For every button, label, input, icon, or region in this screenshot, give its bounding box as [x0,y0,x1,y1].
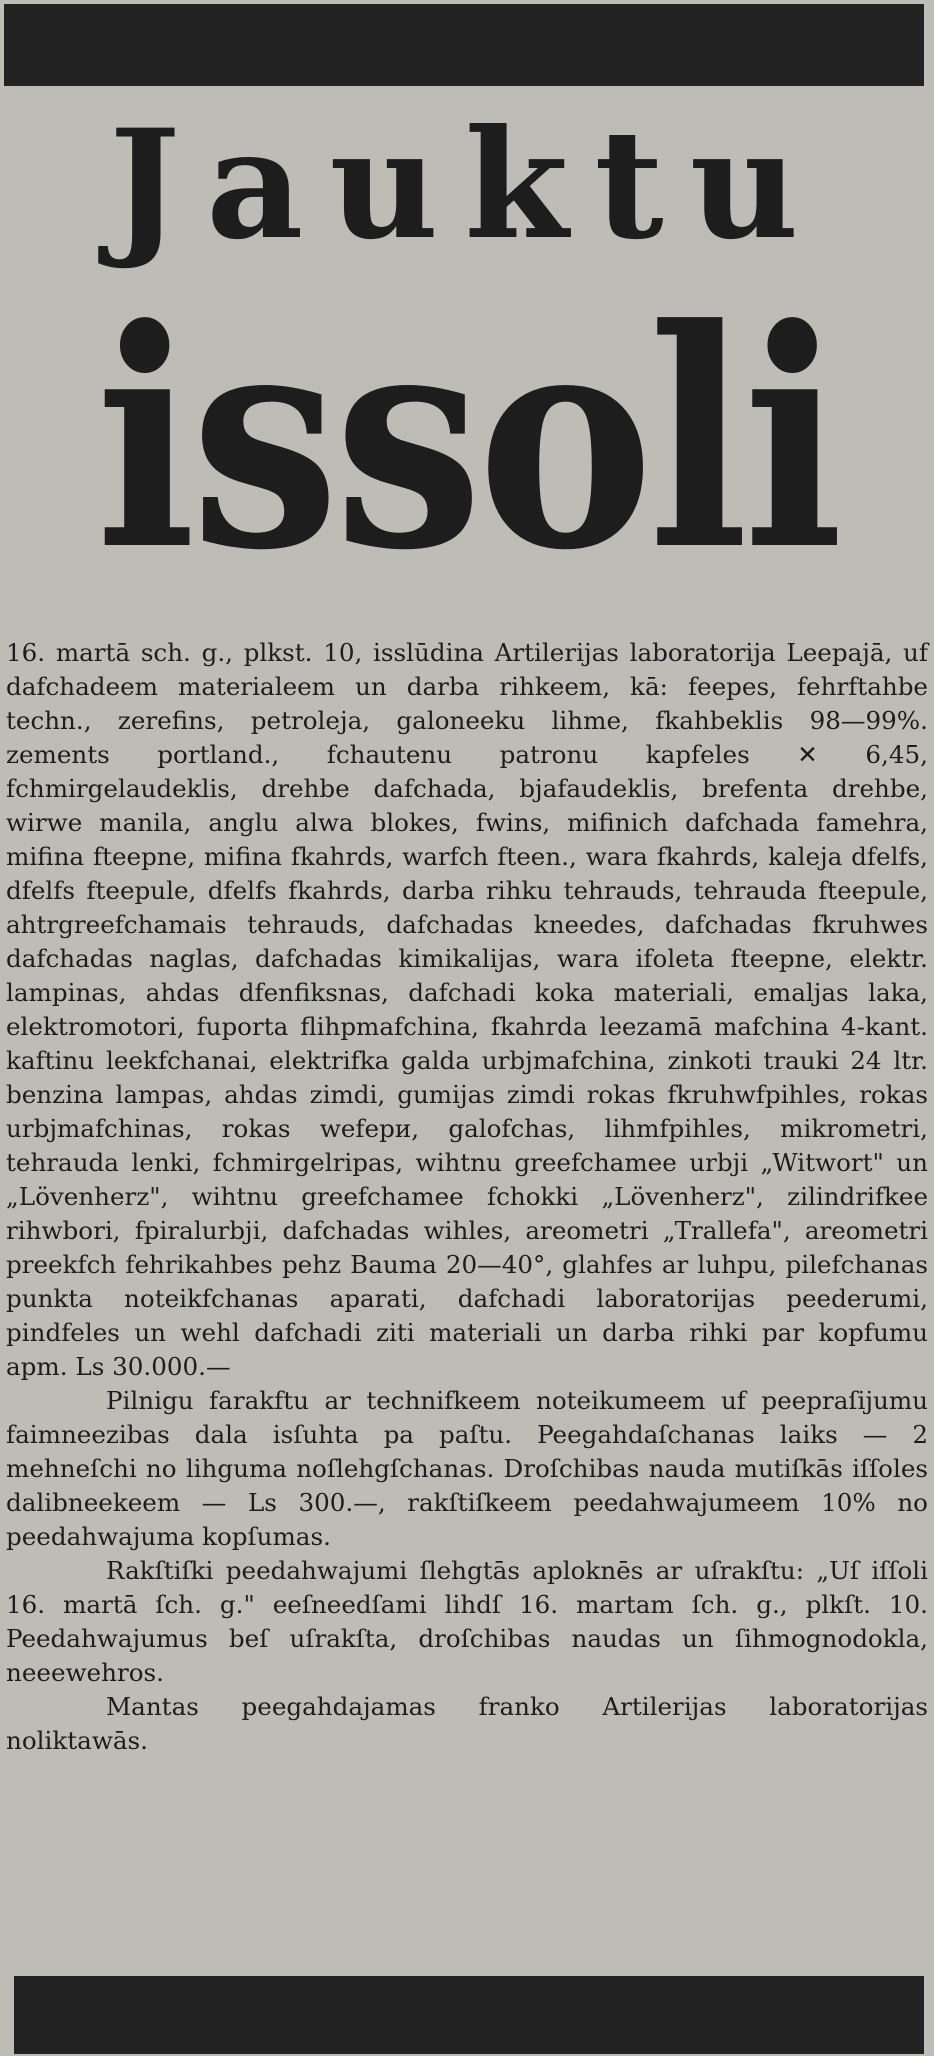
announcement-body [6,636,928,1758]
paragraph-delivery: Mantas peegahdajamas franko Artilerijas laboratorijas noliktawās. [6,1692,928,1755]
paragraph-items: 16. martā sch. g., plkst. 10, isslūdina Artilerijas laboratorija Leepajā, uf dafchadeem materialeem un darba rihkeem, kā: feepes, fehrftahbe techn., zerefins, petroleja, galoneeku lihme, fkahbeklis 98—99%. zements portland., fchautenu patronu kapfeles ✕ 6,45, fchmirgelaudeklis, drehbe dafchada, bjafaudeklis, brefenta drehbe, wirwe manila, anglu alwa blokes, fwins, mifinich dafchada famehra, mifina fteepne, mifina fkahrds, warfch fteen., wara fkahrds, kaleja dfelfs, dfelfs fteepule, dfelfs fkahrds, darba rihku tehrauds, tehrauda fteepule, ahtrgreefchamais tehrauds, dafchadas kneedes, dafchadas fkruhwes dafchadas naglas, dafchadas kimikalijas, wara ifoleta fteepne, elektr. lampinas, ahdas dfenfiksnas, dafchadi koka materiali, emaljas laka, elektromotori, fuporta flihpmafchina, fkahrda leezamā mafchina 4-kant. kaftinu leekfchanai, elektrifka galda urbjmafchina, zinkoti trauki 24 ltr. benzina lampas, ahdas zimdi, gumijas zimdi rokas fkruhwfpihles, rokas urbjmafchinas, rokas wefери, galofchas, lihmfpihles, mikrometri, tehrauda lenki, fchmirgelripas, wihtnu greefchamee urbji „Witwort" un „Lövenherz", wihtnu greefchamee fchokki „Lövenherz", zilindrifkee rihwbori, fpiralurbji, dafchadas wihles, areometri „Trallefa", areometri preekfch fehrikahbes pehz Bauma 20—40°, glahfes ar luhpu, pilefchanas punkta noteikfchanas aparati, dafchadi laboratorijas peederumi, pindfeles un wehl dafchadi ziti materiali un darba rihki par kopfumu apm. Ls 30.000.— [6,638,928,1381]
paragraph-offers: Rakſtiſki peedahwajumi ſlehgtās aploknēs ar uſrakſtu: „Uſ iſſoli 16. martā ſch. g." eeſneedſami lihdſ 16. martam ſch. g., plkſt. 10. Peedahwajumus beſ uſrakſta, droſchibas naudas un ſihmognodokla, neeewehros. [6,1556,928,1687]
top-black-rule [4,4,924,86]
paragraph-list-info: Pilnigu farakftu ar technifkeem noteikumeem uf peepraſijumu faimneezibas dala isſuhta pa paſtu. Peegahdaſchanas laiks — 2 mehneſchi no lihguma noſlehgſchanas. Droſchibas nauda mutiſkās iſſoles dalibneekeem — Ls 300.—, rakſtiſkeem peedahwajumeem 10% no peedahwajuma kopſumas. [6,1386,928,1551]
headline-jauktu: Jauktu [109,97,825,273]
headline-issoli: issoli [95,263,839,616]
bottom-black-rule [14,1976,924,2054]
